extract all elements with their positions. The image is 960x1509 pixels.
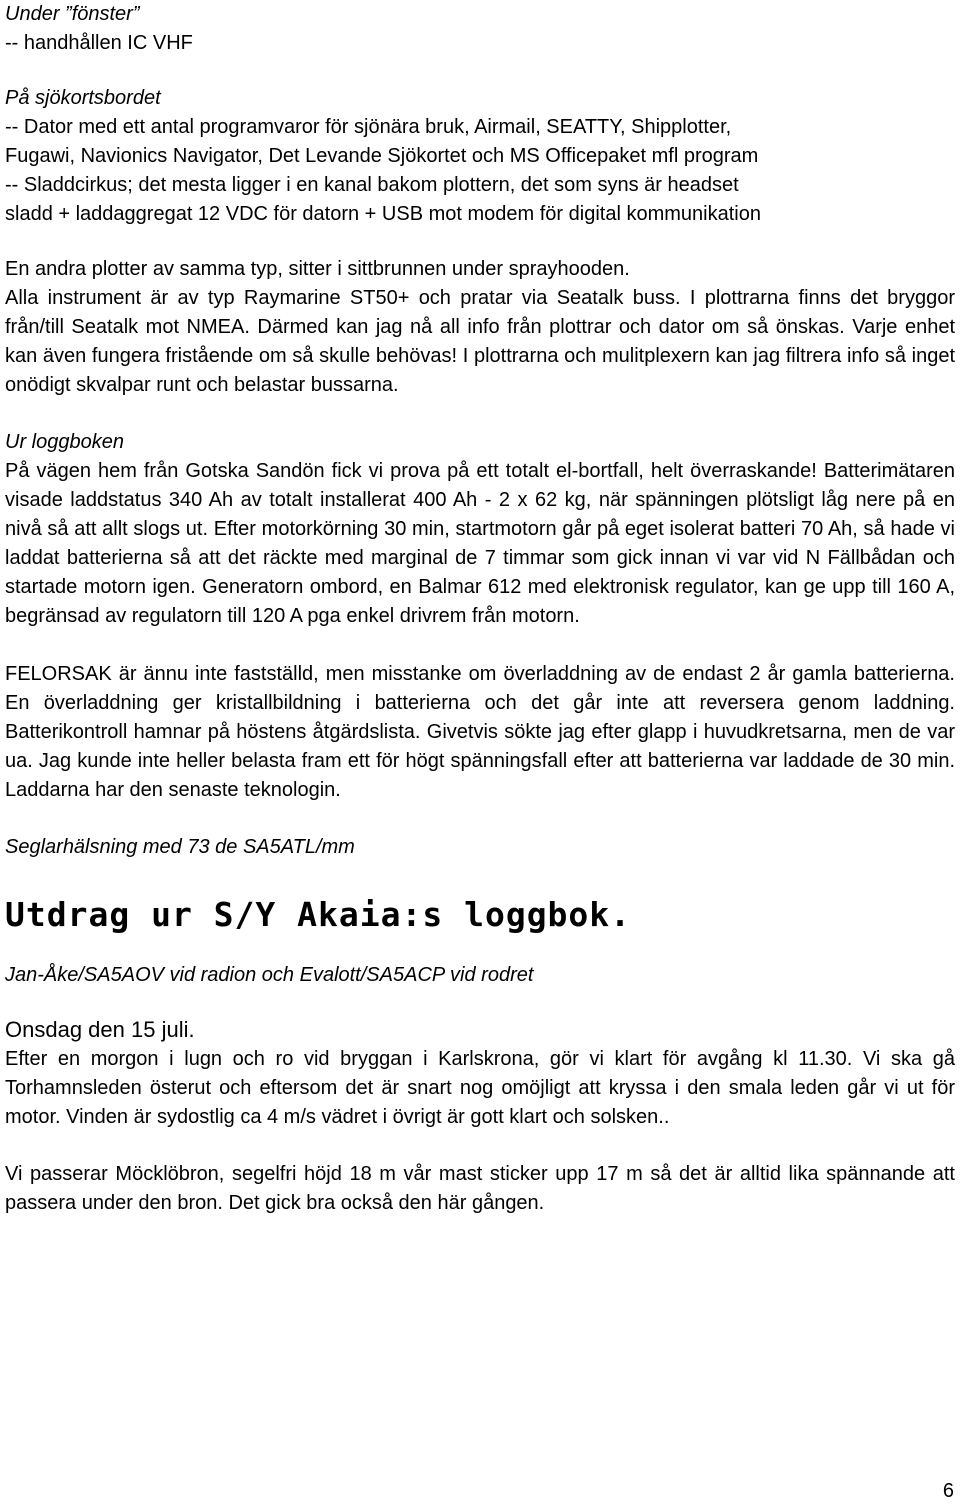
section-logbook [5,428,955,631]
article-paragraph: Efter en morgon i lugn och ro vid bryggan i Karlskrona, gör vi klart för avgång kl 11.30. Vi ska gå Torhamnsleden österut och eftersom det är snart nog omöjligt att kryssa i den smala leden går vi ut för motor. Vinden är sydostlig ca 4 m/s vädret i övrigt är gott klart och solsken.. [5,1048,955,1128]
article [5,895,955,1218]
text-line: -- Sladdcirkus; det mesta ligger i en kanal bakom plottern, det som syns är headset [5,174,739,196]
document-page [5,0,955,1218]
list-item: -- handhållen IC VHF [5,32,193,54]
paragraph-first-line: En andra plotter av samma typ, sitter i sittbrunnen under sprayhooden. [5,258,630,280]
section-chart-table [5,84,955,229]
paragraph-plotter [5,255,955,400]
section-window [5,0,955,58]
article-paragraph: Vi passerar Möcklöbron, segelfri höjd 18 m vår mast sticker upp 17 m så det är alltid lika spännande att passera under den bron. Det gick bra också den här gången. [5,1163,955,1214]
text-line: -- Dator med ett antal programvaror för sjönära bruk, Airmail, SEATTY, Shipplotter, [5,116,732,138]
section-heading-window: Under ”fönster” [5,3,140,25]
paragraph-fault: FELORSAK är ännu inte fastställd, men misstanke om överladdning av de endast 2 år gamla batterierna. En överladdning ger kristallbildning i batterierna och det går inte att reversera genom laddning. Batterikontroll hamnar på höstens åtgärdslista. Givetvis sökte jag efter glapp i huvudkretsarna, men de var ua. Jag kunde inte heller belasta fram ett för högt spänningsfall efter att batterierna var laddade de 30 min. Laddarna har den senaste teknologin. [5,663,955,801]
paragraph-body: Alla instrument är av typ Raymarine ST50+ och pratar via Seatalk buss. I plottrarna finns det bryggor från/till Seatalk mot NMEA. Därmed kan jag nå all info från plottrar och dator om så önskas. Varje enhet kan även fungera fristående om så skulle behövas! I plottrarna och mulitplexern kan jag filtrera info så inget onödigt skvalpar runt och belastar bussarna. [5,287,955,396]
text-line: Fugawi, Navionics Navigator, Det Levande Sjökortet och MS Officepaket mfl program [5,145,759,167]
text-line: sladd + laddaggregat 12 VDC för datorn + USB mot modem för digital kommunikation [5,203,761,225]
page-number: 6 [942,1480,954,1502]
section-heading-logbook: Ur loggboken [5,431,124,453]
signature: Seglarhälsning med 73 de SA5ATL/mm [5,836,355,858]
paragraph-body: På vägen hem från Gotska Sandön fick vi prova på ett totalt el-bortfall, helt överraskande! Batterimätaren visade laddstatus 340 Ah av totalt installerat 400 Ah - 2 x 62 kg, när spänningen plötsligt låg nere på en nivå så att allt slogs ut. Efter motorkörning 30 min, startmotorn går på eget isolerat batteri 70 Ah, så hade vi laddat batterierna så att det räckte med marginal de 7 timmar som gick innan vi var vid N Fällbådan och startade motorn igen. Generatorn ombord, en Balmar 612 med elektronisk regulator, kan ge upp till 160 A, begränsad av regulatorn till 120 A pga enkel drivrem från motorn. [5,460,955,627]
article-byline: Jan-Åke/SA5AOV vid radion och Evalott/SA5ACP vid rodret [5,964,534,986]
article-date: Onsdag den 15 juli. [5,1017,195,1042]
section-heading-chart-table: På sjökortsbordet [5,87,161,109]
article-title: Utdrag ur S/Y Akaia:s loggbok. [5,895,632,934]
